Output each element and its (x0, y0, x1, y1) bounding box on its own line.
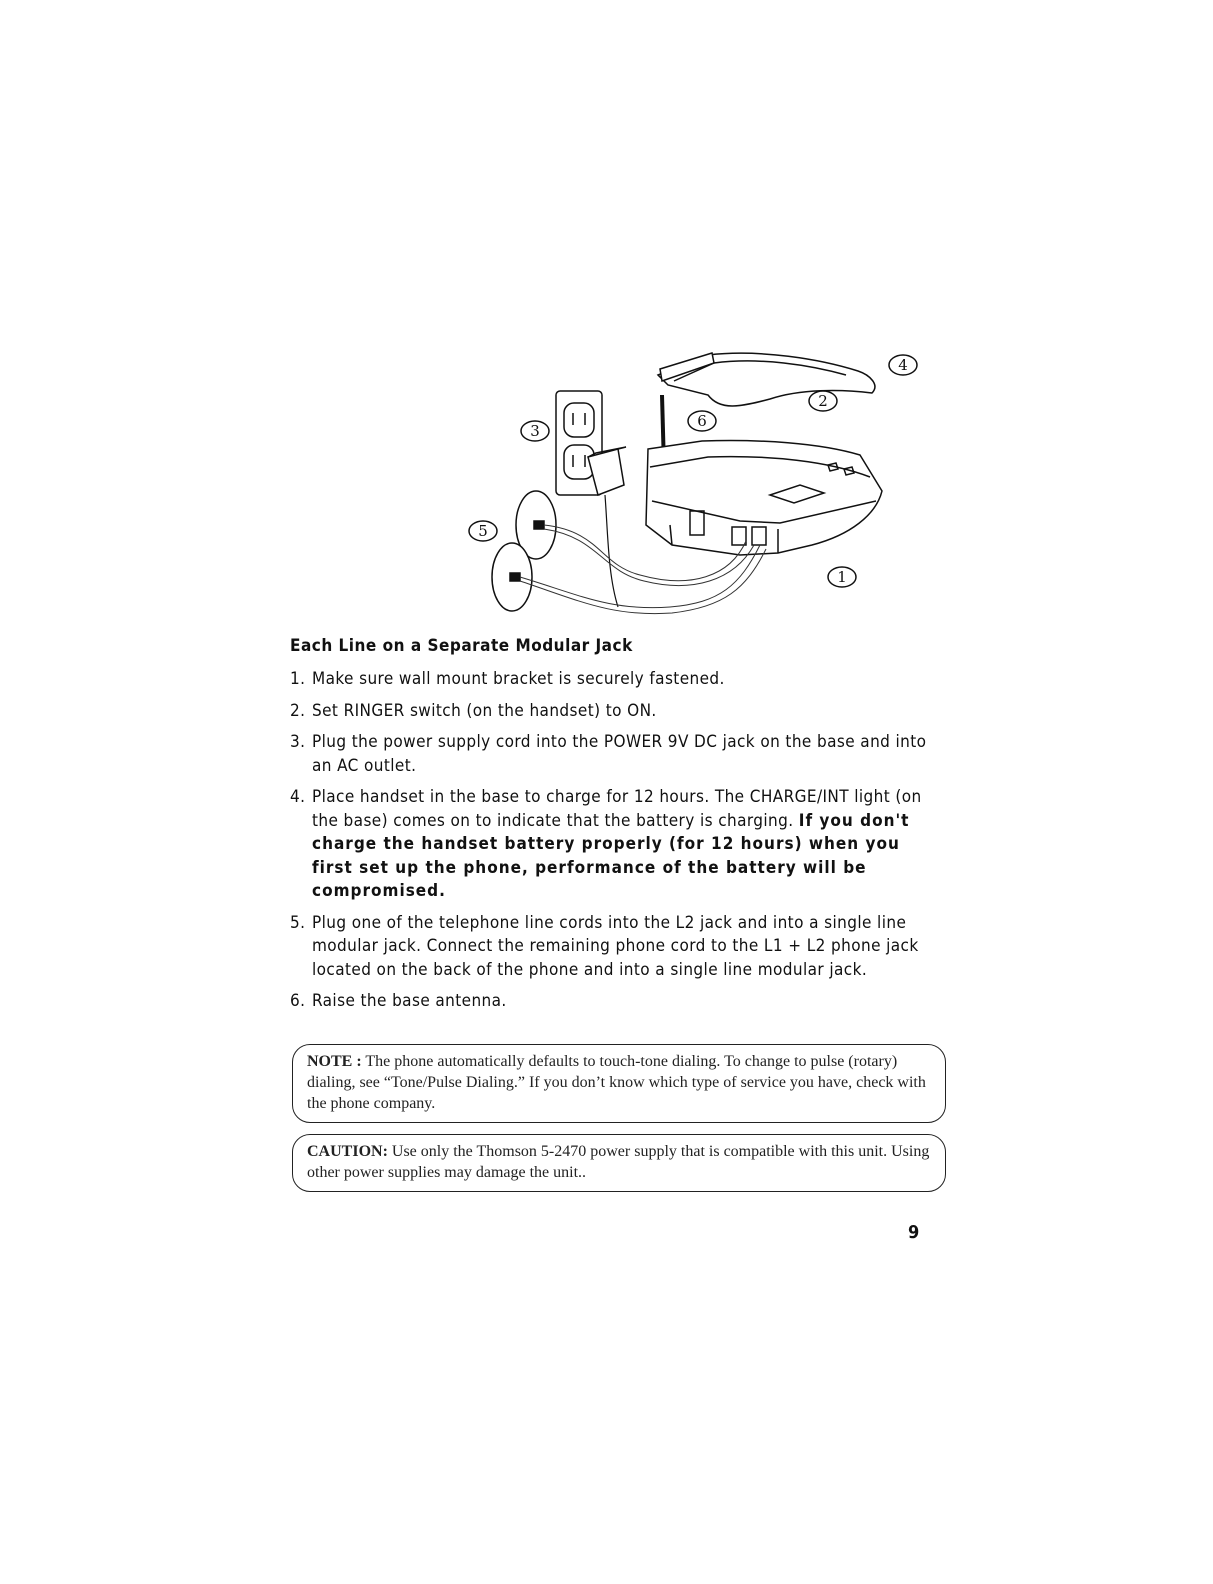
caution-box (292, 1134, 946, 1192)
handset (658, 353, 875, 406)
step-text: Plug the power supply cord into the POWER 9V DC jack on the base and into an AC outlet. (312, 732, 927, 776)
callout-6 (688, 411, 716, 431)
phone-setup-illustration (440, 345, 940, 645)
step-number: 2. (290, 700, 306, 721)
setup-steps-list (290, 668, 930, 1022)
svg-text:4: 4 (898, 356, 908, 374)
step-number: 3. (290, 732, 306, 752)
phone-base (646, 441, 882, 555)
list-item (290, 700, 930, 724)
svg-text:1: 1 (837, 568, 847, 586)
note-label: NOTE : (307, 1053, 362, 1070)
step-text: Place handset in the base to charge for 12 hours. The CHARGE/INT light (on the base) comes on to indicate that the battery is charging. (312, 787, 922, 831)
list-item (290, 912, 930, 983)
step-text: Plug one of the telephone line cords into the L2 jack and into a single line modular jack. Connect the remaining phone cord to the L1 + L2 phone jack located on the back of the phone and into a single line modular jack. (312, 912, 919, 980)
power-adapter (588, 447, 626, 607)
step-text: Make sure wall mount bracket is securely fastened. (312, 669, 725, 689)
callout-2 (809, 391, 837, 411)
svg-text:5: 5 (478, 522, 488, 540)
step-number: 6. (290, 991, 306, 1011)
caution-text: Use only the Thomson 5-2470 power supply that is compatible with this unit. Using other power supplies may damage the unit.. (307, 1143, 930, 1181)
list-item (290, 731, 930, 778)
modular-jacks (492, 491, 556, 611)
step-number: 4. (290, 787, 306, 807)
step-number: 5. (290, 912, 306, 933)
step-warning: If you don't charge the handset battery properly (for 12 hours) when you first set up the phone, performance of the battery will be compromised. (312, 810, 910, 901)
svg-text:2: 2 (818, 392, 828, 410)
list-item (290, 786, 930, 904)
svg-text:3: 3 (530, 422, 540, 440)
callout-5 (469, 521, 497, 541)
note-box (292, 1044, 946, 1123)
callout-4 (889, 355, 917, 375)
step-number: 1. (290, 669, 306, 689)
callout-1 (828, 567, 856, 587)
note-text: The phone automatically defaults to touch-tone dialing. To change to pulse (rotary) dialing, see “Tone/Pulse Dialing.” If you don’t know which type of service you have, check with the phone company. (307, 1053, 926, 1112)
list-item (290, 990, 930, 1014)
section-heading: Each Line on a Separate Modular Jack (290, 636, 633, 656)
step-text: Raise the base antenna. (312, 991, 507, 1011)
page-number: 9 (908, 1222, 920, 1243)
caution-label: CAUTION: (307, 1143, 388, 1160)
callout-3 (521, 421, 549, 441)
svg-text:6: 6 (697, 412, 707, 430)
list-item (290, 668, 930, 692)
step-text: Set RINGER switch (on the handset) to ON. (312, 700, 657, 721)
